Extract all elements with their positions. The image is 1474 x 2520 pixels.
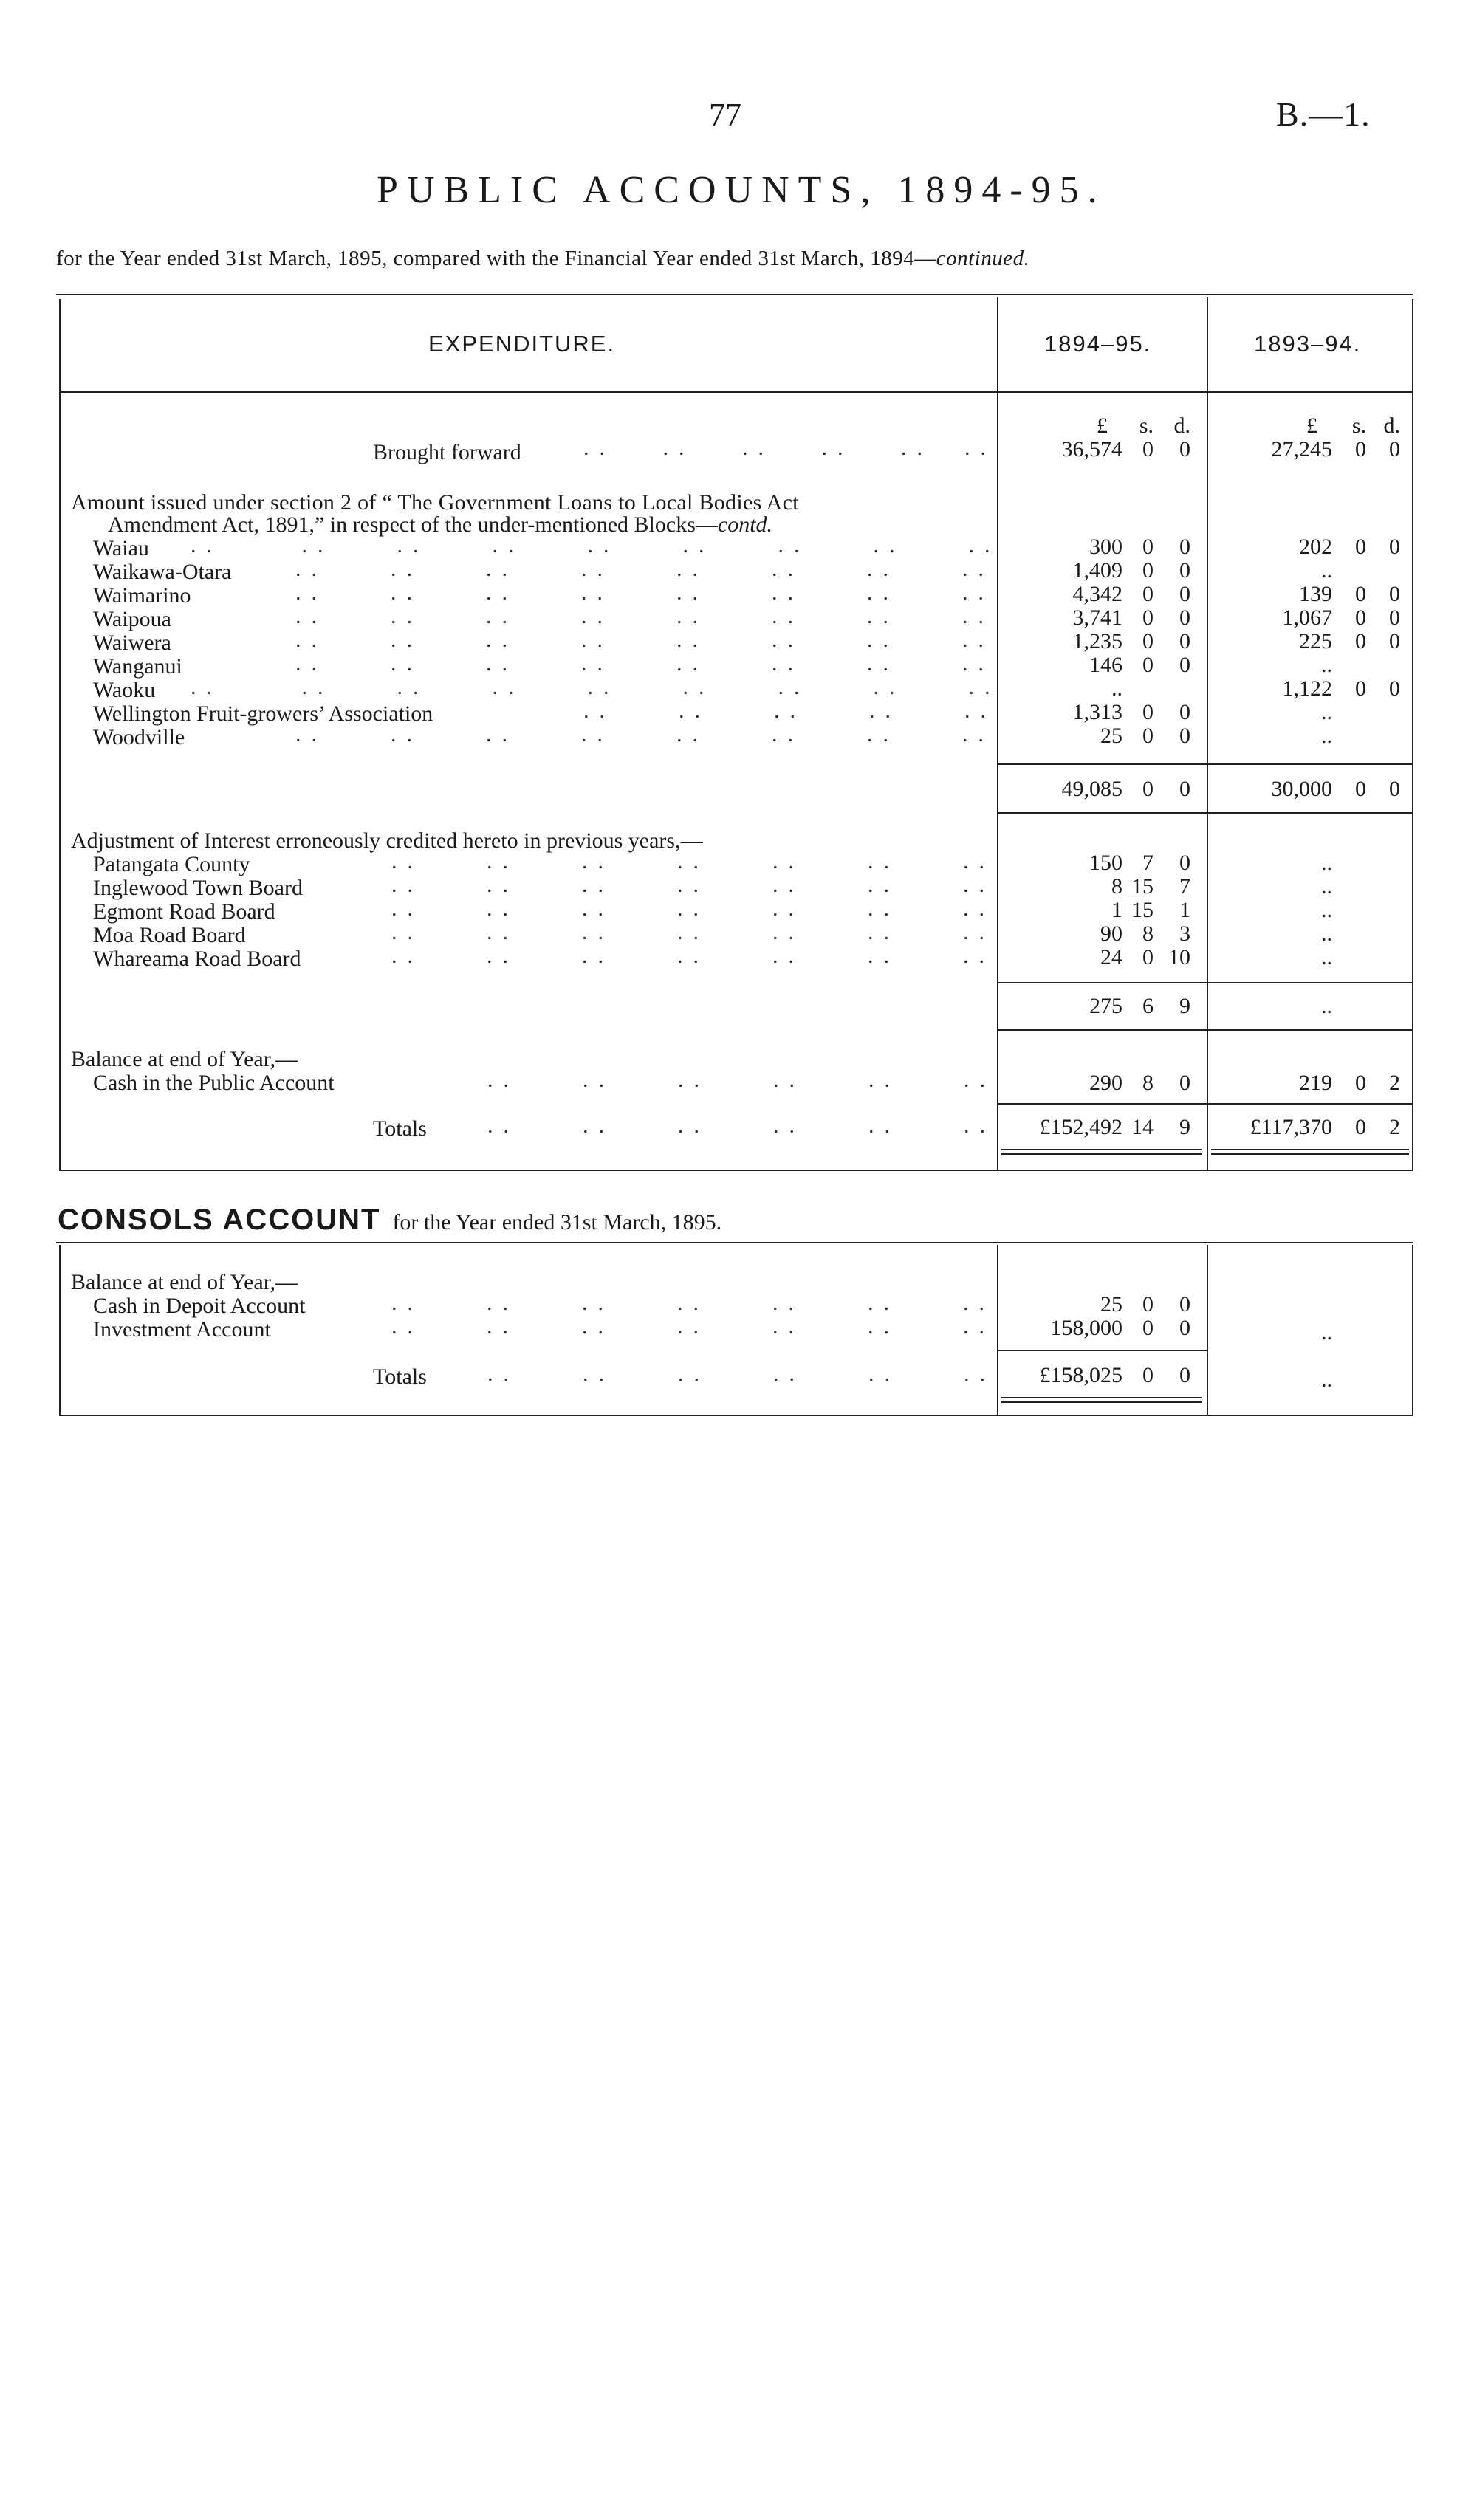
subtotal-rule-bottom: [998, 812, 1412, 814]
row-label: Inglewood Town Board: [93, 876, 303, 900]
pence-1893: 0: [1389, 582, 1400, 606]
header-year-1893-94: 1893–94.: [1254, 331, 1362, 357]
leader-dots: .. .. .. .. .. .. ..: [391, 849, 995, 873]
shillings-1894: 0: [1142, 1292, 1154, 1316]
consols-column-divider-1: [997, 1245, 998, 1415]
cash-public-shillings-1: 8: [1142, 1071, 1154, 1095]
totals-shillings-2: 0: [1355, 1115, 1366, 1139]
consols-totals-rule-top: [998, 1350, 1207, 1351]
row-label: Egmont Road Board: [93, 899, 275, 924]
leader-dots: .. .. .. .. .. ..: [487, 1362, 995, 1386]
brought-forward-pence-1: 0: [1179, 437, 1190, 461]
leader-dots: .. .. .. .. .. ..: [487, 1068, 995, 1092]
table-top-rule: [56, 294, 1413, 295]
pounds-1893: ..: [1321, 558, 1332, 583]
row-label: Waimarino: [93, 583, 191, 608]
pence-1893: 0: [1389, 605, 1400, 630]
brought-forward-pounds-1: 36,574: [1061, 437, 1122, 461]
adjustments-total-pence-1: 9: [1179, 994, 1190, 1018]
page-number: 77: [709, 97, 741, 133]
totals-pounds-2: £117,370: [1250, 1115, 1332, 1139]
pence-1894: 3: [1179, 921, 1190, 946]
balance-heading: Balance at end of Year,—: [71, 1047, 298, 1071]
consols-totals-label: Totals: [373, 1364, 427, 1389]
row-label: Wellington Fruit-growers’ Association: [93, 701, 433, 726]
pounds-1893: ..: [1321, 1320, 1332, 1345]
pounds-1894: ..: [1111, 676, 1122, 701]
shillings-1894: 0: [1142, 535, 1154, 559]
section-heading-line-2-text: Amendment Act, 1891,” in respect of the under-mentioned Blocks—: [108, 512, 718, 537]
consols-column-divider-2: [1207, 1245, 1208, 1415]
row-label: Waoku: [93, 678, 156, 702]
totals-pence-2: 2: [1389, 1115, 1400, 1139]
pence-1894: 0: [1179, 700, 1190, 724]
row-label: Cash in Depoit Account: [93, 1294, 306, 1318]
table-bottom-rule: [59, 1170, 1413, 1171]
shillings-1894: 15: [1131, 874, 1154, 899]
page-title: PUBLIC ACCOUNTS, 1894-95.: [377, 169, 1106, 211]
shillings-1894: 0: [1142, 724, 1154, 748]
shillings-1893: 0: [1355, 676, 1366, 701]
pounds-1893: 1,122: [1282, 676, 1332, 701]
leader-dots: .. .. .. .. .. .. .. .. ..: [191, 675, 1001, 699]
shillings-1894: 15: [1131, 898, 1154, 922]
pounds-1893: ..: [1321, 921, 1332, 946]
leader-dots: .. .. .. .. .. ..: [487, 1113, 995, 1138]
pence-1894: 1: [1179, 898, 1190, 922]
pounds-1894: 24: [1100, 945, 1122, 969]
pence-1894: 0: [1179, 1292, 1190, 1316]
pounds-1894: 1,235: [1072, 629, 1122, 653]
cash-public-pence-1: 0: [1179, 1071, 1190, 1095]
column-divider-2: [1207, 297, 1208, 1170]
pounds-1893: 1,067: [1282, 605, 1332, 630]
section-heading-line-1: Amount issued under section 2 of “ The Government Loans to Local Bodies Act: [71, 490, 799, 515]
pounds-1894: 146: [1089, 653, 1122, 677]
totals-double-rule-1: [1001, 1149, 1202, 1150]
totals-pence-1: 9: [1179, 1115, 1190, 1139]
pounds-1893: 225: [1299, 629, 1332, 653]
leader-dots: .. .. .. .. .. ..: [583, 436, 996, 460]
pence-1894: 0: [1179, 558, 1190, 583]
shillings-1893: 0: [1355, 535, 1366, 559]
consols-double-rule-1b: [1001, 1401, 1202, 1403]
consols-totals-pounds-1: £158,025: [1039, 1363, 1122, 1387]
leader-dots: .. .. .. .. .. .. ..: [391, 920, 995, 944]
leader-dots: .. .. .. .. .. .. ..: [391, 1291, 995, 1315]
leader-dots: .. .. .. .. .. .. .. ..: [295, 651, 994, 676]
consols-left-rule: [59, 1245, 61, 1416]
shillings-1894: 7: [1142, 851, 1154, 875]
row-label: Wanganui: [93, 654, 182, 679]
pounds-1894: 8: [1111, 874, 1122, 899]
brought-forward-label: Brought forward: [373, 440, 521, 464]
header-expenditure: EXPENDITURE.: [428, 331, 616, 357]
table-right-rule: [1412, 299, 1413, 1170]
pence-1894: 0: [1179, 535, 1190, 559]
leader-dots: .. .. .. .. .. .. ..: [391, 873, 995, 897]
pounds-1894: 90: [1100, 921, 1122, 946]
shillings-1894: 0: [1142, 700, 1154, 724]
header-year-1894-95: 1894–95.: [1044, 331, 1152, 357]
consols-double-rule-1: [1001, 1397, 1202, 1398]
pounds-1894: 300: [1089, 535, 1122, 559]
leader-dots: .. .. .. .. .. .. .. ..: [295, 604, 994, 628]
pounds-1894: 158,000: [1050, 1316, 1122, 1340]
pence-1894: 0: [1179, 582, 1190, 606]
consols-totals-pence-1: 0: [1179, 1363, 1190, 1387]
pence-1894: 0: [1179, 629, 1190, 653]
pounds-1893: ..: [1321, 945, 1332, 969]
consols-title-line: [58, 1204, 721, 1237]
pounds-1893: 202: [1299, 535, 1332, 559]
shillings-1894: 0: [1142, 1316, 1154, 1340]
adjustments-total-shillings-1: 6: [1142, 994, 1154, 1018]
pounds-1893: ..: [1321, 653, 1332, 677]
leader-dots: .. .. .. .. .. .. .. ..: [295, 580, 994, 605]
shillings-1894: 8: [1142, 921, 1154, 946]
subtotal-rule: [998, 763, 1412, 765]
leader-dots: .. .. .. .. .. .. ..: [391, 944, 995, 968]
leader-dots: .. .. .. .. .. .. ..: [391, 896, 995, 921]
pounds-1894: 1,313: [1072, 700, 1122, 724]
row-label: Waiwera: [93, 631, 171, 655]
header-bottom-rule: [61, 391, 1412, 393]
adjustment-heading: Adjustment of Interest erroneously credited hereto in previous years,—: [71, 828, 703, 853]
consols-totals-shillings-1: 0: [1142, 1363, 1154, 1387]
subtotal-rule: [998, 982, 1412, 983]
consols-title-rest: for the Year ended 31st March, 1895.: [392, 1210, 722, 1235]
row-label: Waikawa-Otara: [93, 560, 232, 584]
leader-dots: .. .. .. .. .. .. ..: [391, 1314, 995, 1339]
shillings-1894: 0: [1142, 605, 1154, 630]
leader-dots: .. .. .. .. .. .. .. .. ..: [191, 533, 1001, 557]
blocks-total-pence-1: 0: [1179, 777, 1190, 801]
blocks-total-pounds-2: 30,000: [1271, 777, 1332, 801]
row-label: Moa Road Board: [93, 923, 246, 947]
consols-right-rule: [1412, 1245, 1413, 1416]
unit-s-2: s.: [1351, 413, 1366, 438]
totals-pounds-1: £152,492: [1039, 1115, 1122, 1139]
pounds-1894: 3,741: [1072, 605, 1122, 630]
pounds-1893: 139: [1299, 582, 1332, 606]
shillings-1894: 0: [1142, 558, 1154, 583]
subtitle-main: for the Year ended 31st March, 1895, compared with the Financial Year ended 31st March, 1894—: [56, 247, 936, 270]
pence-1894: 0: [1179, 724, 1190, 748]
row-label: Waipoua: [93, 607, 171, 631]
cash-public-pounds-2: 219: [1299, 1071, 1332, 1095]
unit-s-1: s.: [1139, 413, 1154, 438]
totals-double-rule-1b: [1001, 1153, 1202, 1155]
column-divider-1: [997, 297, 998, 1170]
shillings-1893: 0: [1355, 605, 1366, 630]
cash-public-pounds-1: 290: [1089, 1071, 1122, 1095]
adjustments-total-pounds-1: 275: [1089, 994, 1122, 1018]
brought-forward-pence-2: 0: [1389, 437, 1400, 461]
shillings-1893: 0: [1355, 629, 1366, 653]
shillings-1894: 0: [1142, 629, 1154, 653]
pounds-1894: 25: [1100, 724, 1122, 748]
pounds-1894: 4,342: [1072, 582, 1122, 606]
consols-totals-pounds-2: ..: [1321, 1367, 1332, 1392]
pence-1893: 0: [1389, 629, 1400, 653]
consols-title: CONSOLS ACCOUNT: [58, 1204, 381, 1236]
pounds-1894: 25: [1100, 1292, 1122, 1316]
table-left-rule: [59, 299, 61, 1170]
totals-shillings-1: 14: [1131, 1115, 1154, 1139]
blocks-total-shillings-1: 0: [1142, 777, 1154, 801]
pounds-1893: ..: [1321, 874, 1332, 899]
consols-balance-heading: Balance at end of Year,—: [71, 1270, 298, 1294]
section-heading-contd: contd.: [717, 512, 773, 537]
totals-rule-top: [998, 1103, 1412, 1105]
pounds-1894: 1,409: [1072, 558, 1122, 583]
unit-d-2: d.: [1383, 413, 1400, 438]
brought-forward-shillings-1: 0: [1142, 437, 1154, 461]
pounds-1893: ..: [1321, 724, 1332, 748]
brought-forward-pounds-2: 27,245: [1271, 437, 1332, 461]
shillings-1894: 0: [1142, 582, 1154, 606]
pounds-1894: 150: [1089, 851, 1122, 875]
pence-1893: 0: [1389, 535, 1400, 559]
leader-dots: .. .. .. .. .. .. .. ..: [295, 722, 994, 746]
shillings-1894: 0: [1142, 945, 1154, 969]
leader-dots: .. .. .. .. .. .. .. ..: [295, 557, 994, 581]
row-label: Waiau: [93, 536, 149, 560]
pounds-1893: ..: [1321, 700, 1332, 724]
subtitle-continued: continued.: [936, 247, 1030, 270]
cash-public-pence-2: 2: [1389, 1071, 1400, 1095]
adjustments-total-pounds-2: ..: [1321, 994, 1332, 1018]
totals-label: Totals: [373, 1116, 427, 1141]
page-subtitle: [56, 247, 1029, 271]
leader-dots: .. .. .. .. ..: [583, 698, 996, 723]
unit-pound-1: £: [1097, 413, 1108, 438]
pence-1894: 0: [1179, 1316, 1190, 1340]
pounds-1893: ..: [1321, 851, 1332, 875]
consols-bottom-rule: [59, 1415, 1413, 1416]
subtotal-rule-bottom: [998, 1029, 1412, 1031]
row-label: Investment Account: [93, 1317, 271, 1342]
consols-top-rule: [56, 1242, 1413, 1243]
totals-double-rule-2b: [1211, 1153, 1409, 1155]
row-label: Whareama Road Board: [93, 947, 301, 971]
blocks-total-pounds-1: 49,085: [1061, 777, 1122, 801]
pounds-1893: ..: [1321, 898, 1332, 922]
row-label: Patangata County: [93, 852, 250, 876]
pence-1894: 0: [1179, 605, 1190, 630]
pence-1894: 0: [1179, 653, 1190, 677]
pence-1894: 7: [1179, 874, 1190, 899]
unit-pound-2: £: [1306, 413, 1317, 438]
row-label: Woodville: [93, 725, 185, 749]
pence-1894: 0: [1179, 851, 1190, 875]
shillings-1894: 0: [1142, 653, 1154, 677]
pence-1894: 10: [1168, 945, 1190, 969]
cash-public-account-label: Cash in the Public Account: [93, 1071, 335, 1095]
pence-1893: 0: [1389, 676, 1400, 701]
brought-forward-shillings-2: 0: [1355, 437, 1366, 461]
blocks-total-pence-2: 0: [1389, 777, 1400, 801]
leader-dots: .. .. .. .. .. .. .. ..: [295, 628, 994, 652]
unit-d-1: d.: [1173, 413, 1190, 438]
document-reference: B.—1.: [1276, 95, 1371, 133]
cash-public-shillings-2: 0: [1355, 1071, 1366, 1095]
totals-double-rule-2: [1211, 1149, 1409, 1150]
shillings-1893: 0: [1355, 582, 1366, 606]
pounds-1894: 1: [1111, 898, 1122, 922]
blocks-total-shillings-2: 0: [1355, 777, 1366, 801]
